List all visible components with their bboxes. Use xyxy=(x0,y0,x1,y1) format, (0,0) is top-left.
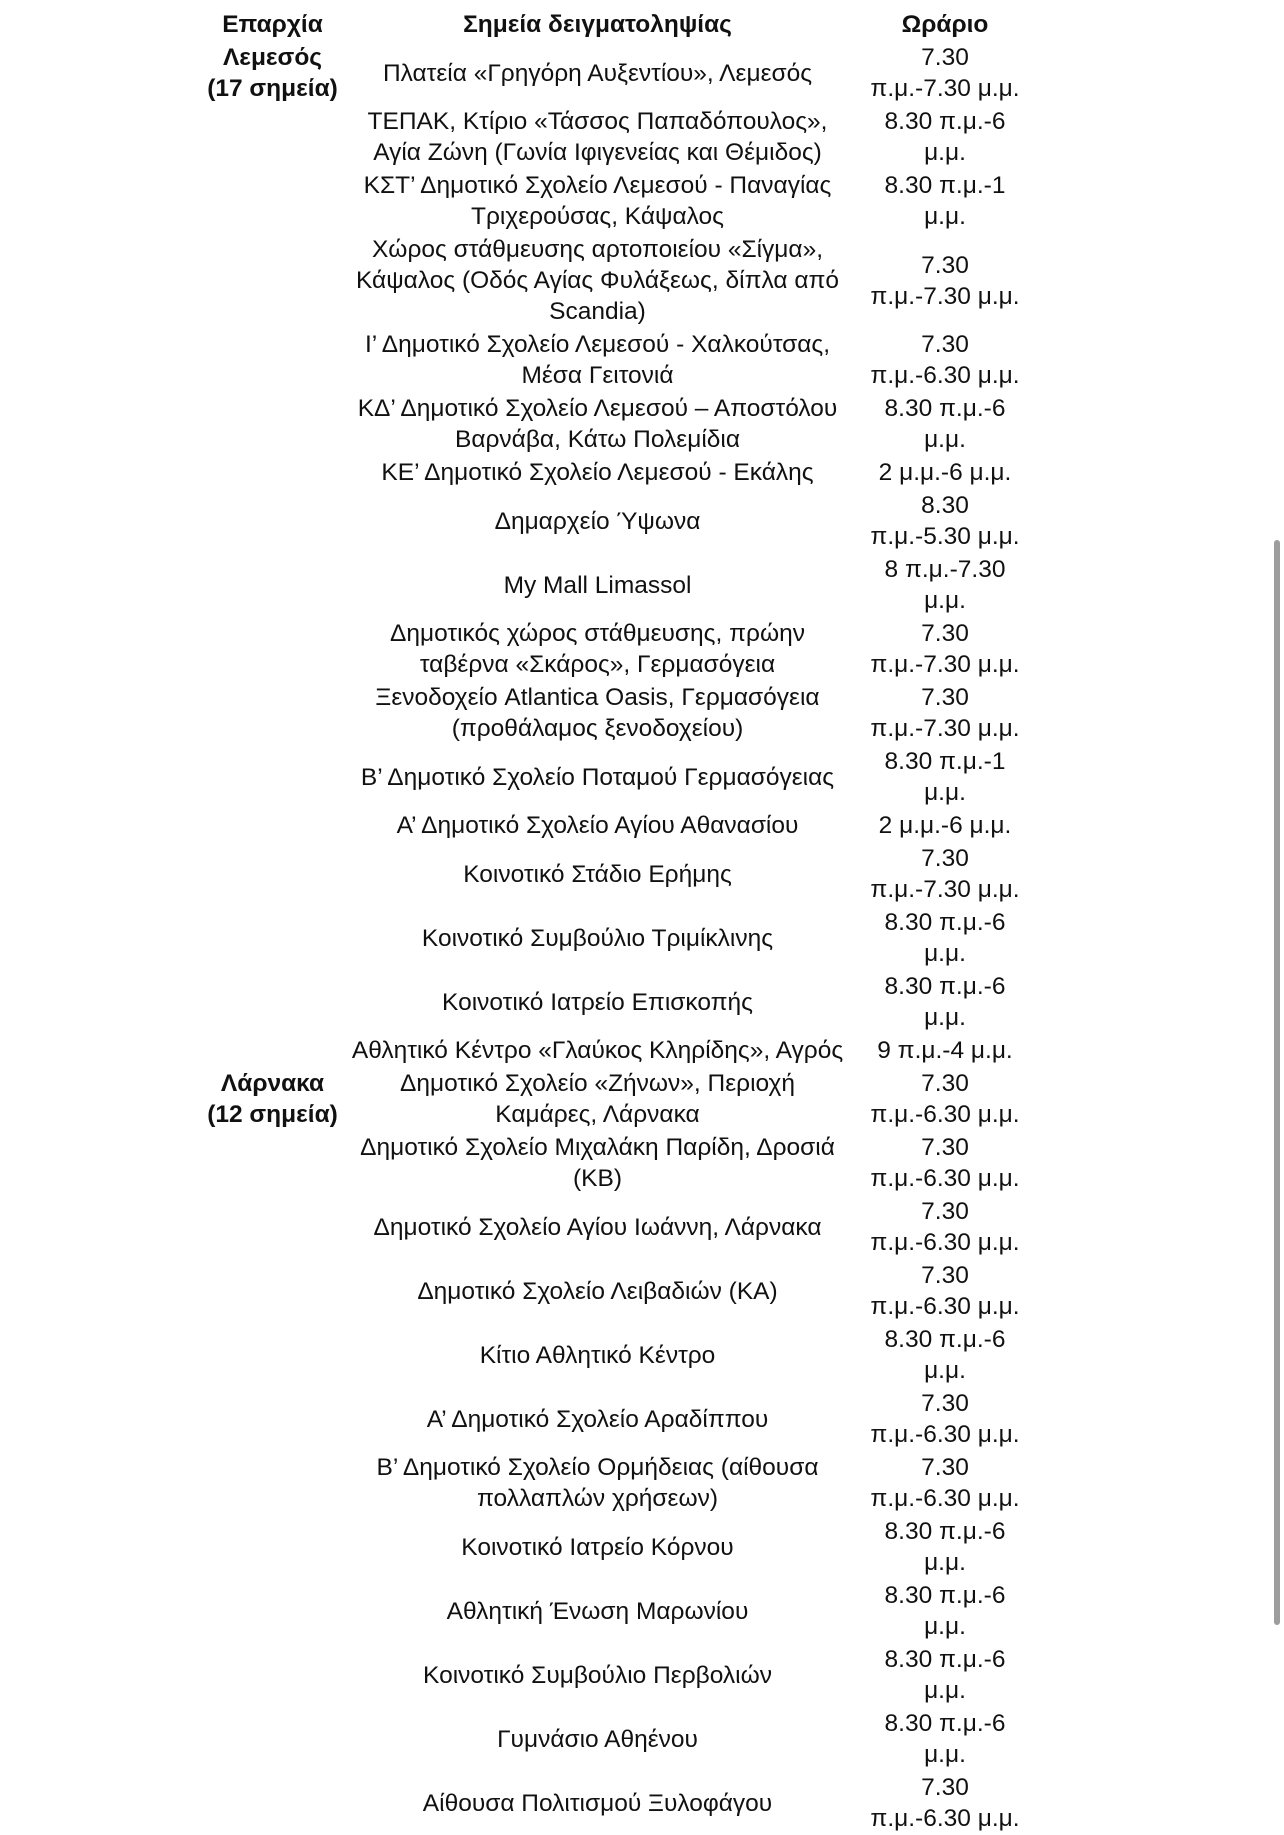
district-name: Λάρνακα xyxy=(220,1070,325,1097)
header-district: Επαρχία xyxy=(222,11,323,38)
sampling-point-cell: Δημοτικό Σχολείο «Ζήνων», Περιοχή Καμάρες, Λάρνακα xyxy=(400,1070,795,1128)
sampling-point-cell: Κοινοτικό Ιατρείο Επισκοπής xyxy=(442,988,753,1016)
hours-cell: 7.30 π.μ.-6.30 μ.μ. xyxy=(870,1390,1020,1448)
sampling-point-cell: Αθλητική Ένωση Μαρωνίου xyxy=(446,1597,749,1625)
hours-cell: 7.30 π.μ.-6.30 μ.μ. xyxy=(870,1198,1020,1256)
sampling-point-cell: Δημοτικό Σχολείο Λειβαδιών (ΚΑ) xyxy=(417,1277,778,1305)
sampling-point-cell: Α’ Δημοτικό Σχολείο Αραδίππου xyxy=(426,1405,769,1433)
hours-cell: 8.30 π.μ.-5.30 μ.μ. xyxy=(870,492,1020,550)
hours-cell: 8.30 π.μ.-6 μ.μ. xyxy=(884,108,1006,166)
sampling-point-cell: Α’ Δημοτικό Σχολείο Αγίου Αθανασίου xyxy=(396,812,799,839)
sampling-point-cell: ΤΕΠΑΚ, Κτίριο «Τάσσος Παπαδόπουλος», Αγία Ζώνη (Γωνία Ιφιγενείας και Θέμιδος) xyxy=(367,108,828,166)
table-row xyxy=(200,1067,1040,1131)
sampling-point-cell: Δημοτικός χώρος στάθμευσης, πρώην ταβέρνα «Σκάρος», Γερμασόγεια xyxy=(390,620,805,678)
sampling-point-cell: Χώρος στάθμευσης αρτοποιείου «Σίγμα», Κάψαλος (Οδός Αγίας Φυλάξεως, δίπλα από Scandia) xyxy=(355,236,840,325)
hours-cell: 7.30 π.μ.-6.30 μ.μ. xyxy=(870,1134,1020,1192)
sampling-point-cell: ΚΣΤ’ Δημοτικό Σχολείο Λεμεσού - Παναγίας Τριχερούσας, Κάψαλος xyxy=(363,172,832,230)
sampling-point-cell: Κοινοτικό Στάδιο Ερήμης xyxy=(463,860,732,888)
hours-cell: 7.30 π.μ.-6.30 μ.μ. xyxy=(870,1454,1020,1512)
sampling-point-cell: Γυμνάσιο Αθηένου xyxy=(497,1725,698,1753)
hours-cell: 8.30 π.μ.-6 μ.μ. xyxy=(884,395,1006,453)
hours-cell: 7.30 π.μ.-6.30 μ.μ. xyxy=(870,1774,1020,1832)
hours-cell: 7.30 π.μ.-6.30 μ.μ. xyxy=(870,1262,1020,1320)
sampling-point-cell: My Mall Limassol xyxy=(503,571,692,599)
sampling-point-cell: Β’ Δημοτικό Σχολείο Ποταμού Γερμασόγειας xyxy=(360,763,835,791)
table-body xyxy=(200,41,1040,1835)
hours-cell: 8.30 π.μ.-6 μ.μ. xyxy=(884,1326,1006,1384)
sampling-point-cell: Ι’ Δημοτικό Σχολείο Λεμεσού - Χαλκούτσας, Μέσα Γειτονιά xyxy=(364,331,831,389)
hours-cell: 2 μ.μ.-6 μ.μ. xyxy=(878,812,1012,839)
hours-cell: 8.30 π.μ.-6 μ.μ. xyxy=(884,909,1006,967)
sampling-point-cell: ΚΔ’ Δημοτικό Σχολείο Λεμεσού – Αποστόλου Βαρνάβα, Κάτω Πολεμίδια xyxy=(357,395,838,453)
hours-cell: 9 π.μ.-4 μ.μ. xyxy=(877,1037,1013,1064)
sampling-point-cell: Κοινοτικό Ιατρείο Κόρνου xyxy=(461,1533,734,1561)
scrollbar-thumb[interactable] xyxy=(1274,540,1280,1625)
district-cell xyxy=(200,1067,345,1835)
sampling-point-cell: Β’ Δημοτικό Σχολείο Ορμήδειας (αίθουσα πολλαπλών χρήσεων) xyxy=(376,1454,819,1512)
sampling-point-cell: Δημοτικό Σχολείο Αγίου Ιωάννη, Λάρνακα xyxy=(373,1213,822,1241)
hours-cell: 8.30 π.μ.-1 μ.μ. xyxy=(884,172,1006,230)
table-header-row xyxy=(200,8,1040,41)
district-name: Λεμεσός xyxy=(222,44,323,71)
sampling-point-cell: Αίθουσα Πολιτισμού Ξυλοφάγου xyxy=(422,1789,773,1817)
hours-cell: 8.30 π.μ.-6 μ.μ. xyxy=(884,1710,1006,1768)
hours-cell: 8.30 π.μ.-6 μ.μ. xyxy=(884,1518,1006,1576)
hours-cell: 7.30 π.μ.-7.30 μ.μ. xyxy=(870,620,1020,678)
header-hours: Ωράριο xyxy=(901,11,989,38)
sampling-point-cell: ΚΕ’ Δημοτικό Σχολείο Λεμεσού - Εκάλης xyxy=(381,459,814,486)
hours-cell: 8.30 π.μ.-6 μ.μ. xyxy=(884,973,1006,1031)
district-cell xyxy=(200,41,345,1067)
sampling-point-cell: Κοινοτικό Συμβούλιο Τριμίκλινης xyxy=(421,924,774,952)
sampling-point-cell: Κοινοτικό Συμβούλιο Περβολιών xyxy=(423,1661,772,1689)
header-sampling-points: Σημεία δειγματοληψίας xyxy=(463,11,732,38)
hours-cell: 7.30 π.μ.-7.30 μ.μ. xyxy=(870,44,1020,102)
hours-cell: 7.30 π.μ.-7.30 μ.μ. xyxy=(870,251,1020,310)
vertical-scrollbar[interactable] xyxy=(1270,0,1284,1625)
sampling-points-table xyxy=(200,8,1040,1835)
district-point-count: (12 σημεία) xyxy=(207,1101,338,1128)
sampling-point-cell: Δημαρχείο Ύψωνα xyxy=(494,507,701,535)
hours-cell: 7.30 π.μ.-6.30 μ.μ. xyxy=(870,1070,1020,1128)
hours-cell: 8.30 π.μ.-6 μ.μ. xyxy=(884,1646,1006,1704)
sampling-point-cell: Αθλητικό Κέντρο «Γλαύκος Κληρίδης», Αγρός xyxy=(351,1037,844,1064)
hours-cell: 8.30 π.μ.-6 μ.μ. xyxy=(884,1582,1006,1640)
hours-cell: 8.30 π.μ.-1 μ.μ. xyxy=(884,748,1006,806)
hours-cell: 7.30 π.μ.-7.30 μ.μ. xyxy=(870,684,1020,742)
sampling-point-cell: Κίτιο Αθλητικό Κέντρο xyxy=(479,1341,716,1369)
sampling-point-cell: Πλατεία «Γρηγόρη Αυξεντίου», Λεμεσός xyxy=(382,59,813,87)
hours-cell: 7.30 π.μ.-7.30 μ.μ. xyxy=(870,845,1020,903)
sampling-point-cell: Δημοτικό Σχολείο Μιχαλάκη Παρίδη, Δροσιά (ΚΒ) xyxy=(360,1134,835,1192)
district-point-count: (17 σημεία) xyxy=(207,75,338,102)
table-row xyxy=(200,41,1040,105)
sampling-point-cell: Ξενοδοχείο Atlantica Oasis, Γερμασόγεια (προθάλαμος ξενοδοχείου) xyxy=(375,684,820,742)
hours-cell: 7.30 π.μ.-6.30 μ.μ. xyxy=(870,331,1020,389)
hours-cell: 2 μ.μ.-6 μ.μ. xyxy=(878,459,1012,486)
hours-cell: 8 π.μ.-7.30 μ.μ. xyxy=(884,556,1006,614)
